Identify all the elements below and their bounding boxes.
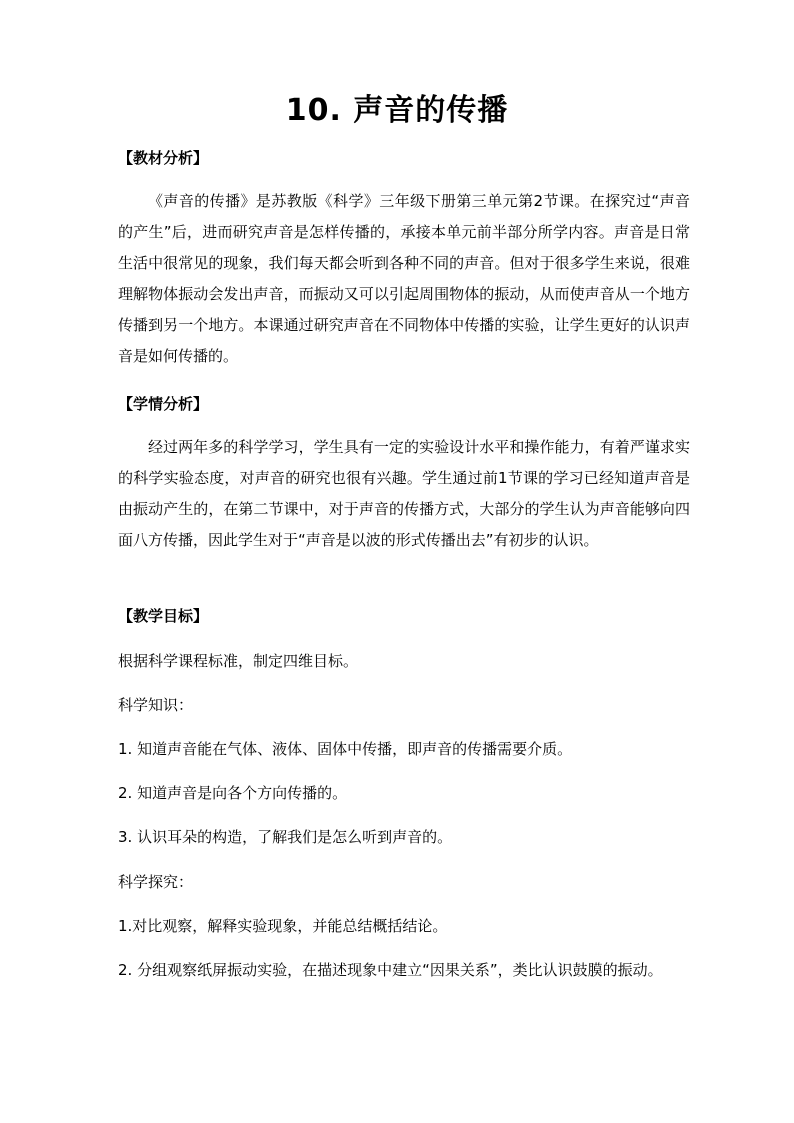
- section-heading-textbook-analysis: 【教材分析】: [118, 149, 209, 167]
- inquiry-item: 1.对比观察，解释实验现象，并能总结概括结论。: [118, 917, 448, 935]
- inquiry-label: 科学探究：: [118, 873, 194, 891]
- knowledge-label: 科学知识：: [118, 696, 194, 714]
- knowledge-item: 2. 知道声音是向各个方向传播的。: [118, 784, 348, 802]
- paragraph-student-analysis: 经过两年多的科学学习，学生具有一定的实验设计水平和操作能力，有着严谨求实的科学实验态度，对声音的研究也很有兴趣。学生通过前1节课的学习已经知道声音是由振动产生的，在第二节课中，对于声音的传播方式，大部分的学生认为声音能够向四面八方传播，因此学生对于“声音是以波的形式传播出去”有初步的认识。: [118, 438, 690, 549]
- goals-intro: 根据科学课程标准，制定四维目标。: [118, 652, 359, 670]
- document-title: 10. 声音的传播: [285, 93, 509, 128]
- section-heading-teaching-goals: 【教学目标】: [118, 607, 209, 625]
- knowledge-item: 1. 知道声音能在气体、液体、固体中传播，即声音的传播需要介质。: [118, 740, 573, 758]
- paragraph-textbook-analysis: 《声音的传播》是苏教版《科学》三年级下册第三单元第2节课。在探究过“声音的产生”后，进而研究声音是怎样传播的，承接本单元前半部分所学内容。声音是日常生活中很常见的现象，我们每天都会听到各种不同的声音。但对于很多学生来说，很难理解物体振动会发出声音，而振动又可以引起周围物体的振动，从而使声音从一个地方传播到另一个地方。本课通过研究声音在不同物体中传播的实验，让学生更好的认识声音是如何传播的。: [118, 192, 690, 365]
- section-heading-student-analysis: 【学情分析】: [118, 395, 209, 413]
- knowledge-item: 3. 认识耳朵的构造，了解我们是怎么听到声音的。: [118, 828, 453, 846]
- inquiry-item: 2. 分组观察纸屏振动实验，在描述现象中建立“因果关系”，类比认识鼓膜的振动。: [118, 961, 663, 979]
